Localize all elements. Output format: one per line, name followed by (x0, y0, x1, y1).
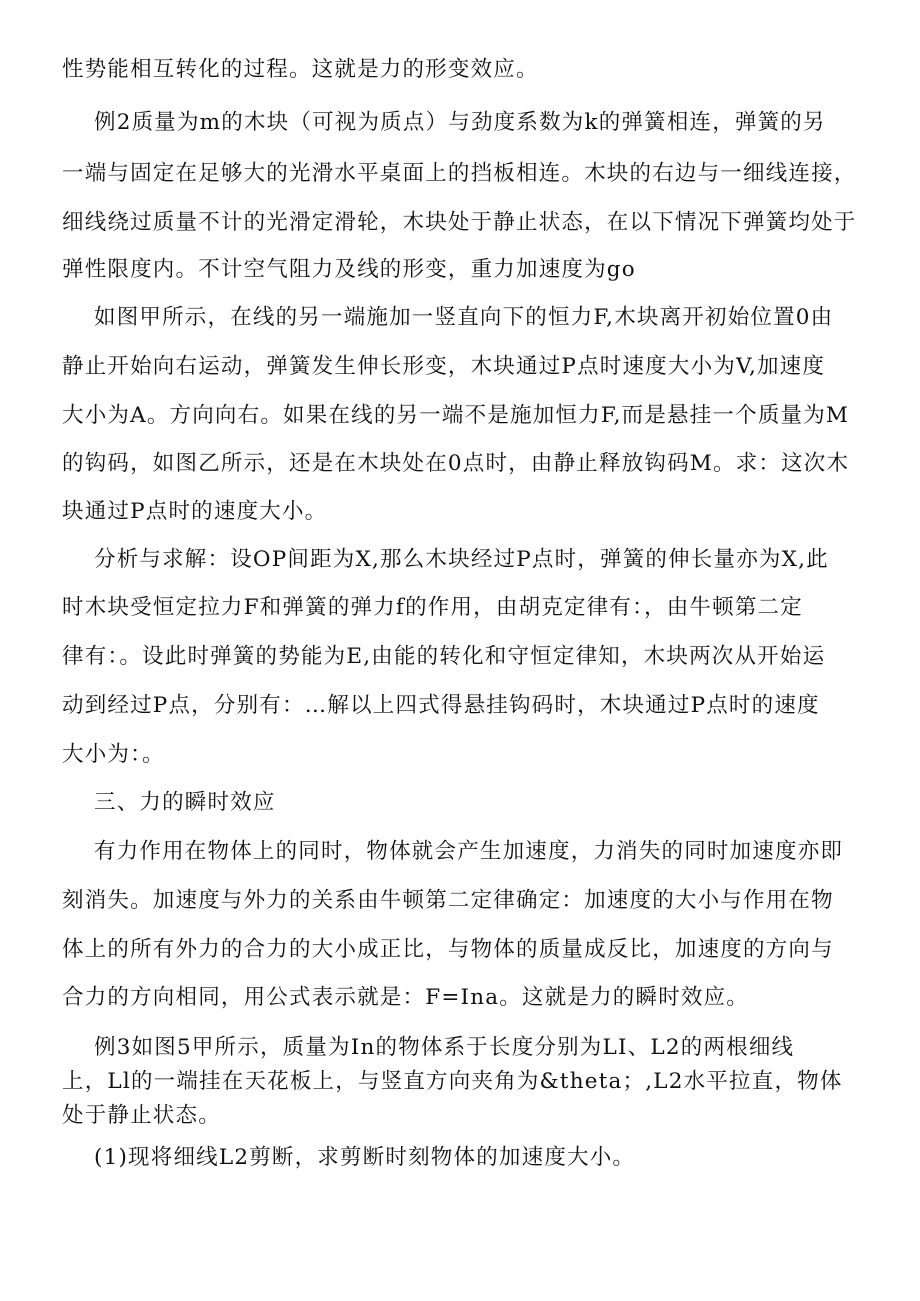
text-line: 细线绕过质量不计的光滑定滑轮，木块处于静止状态，在以下情况下弹簧均处于 (62, 210, 857, 235)
text-line: 大小为A。方向向右。如果在线的另一端不是施加恒力F,而是悬挂一个质量为M (62, 403, 850, 428)
text-line: 合力的方向相同，用公式表示就是：F=Ina。这就是力的瞬时效应。 (62, 985, 749, 1010)
text-line: 动到经过P点，分别有：…解以上四式得悬挂钩码时，木块通过P点时的速度 (62, 693, 820, 718)
text-line: 大小为：。 (62, 742, 165, 767)
text-line: 例3如图5甲所示，质量为In的物体系于长度分别为LI、L2的两根细线 (94, 1035, 795, 1060)
text-line: 分析与求解：设OP间距为X,那么木块经过P点时，弹簧的伸长量亦为X,此 (94, 547, 829, 572)
text-line: 律有：。设此时弹簧的势能为E,由能的转化和守恒定律知，木块两次从开始运 (62, 644, 826, 669)
text-line: 处于静止状态。 (62, 1103, 221, 1128)
text-line: (1)现将细线L2剪断，求剪断时刻物体的加速度大小。 (94, 1145, 636, 1170)
text-line: 静止开始向右运动，弹簧发生伸长形变，木块通过P点时速度大小为V,加速度 (62, 354, 826, 379)
text-line: 的钩码，如图乙所示，还是在木块处在0点时，由静止释放钩码M。求：这次木 (62, 451, 850, 476)
text-line: 上，Ll的一端挂在天花板上，与竖直方向夹角为&theta；,L2水平拉直，物体 (62, 1069, 843, 1094)
text-line: 块通过P点时的速度大小。 (62, 499, 328, 524)
text-line: 如图甲所示，在线的另一端施加一竖直向下的恒力F,木块离开初始位置0由 (94, 305, 834, 330)
text-line: 时木块受恒定拉力F和弹簧的弹力f的作用，由胡克定律有：，由牛顿第二定 (62, 595, 803, 620)
text-line: 弹性限度内。不计空气阻力及线的形变，重力加速度为go (62, 257, 636, 282)
text-line: 体上的所有外力的合力的大小成正比，与物体的质量成反比，加速度的方向与 (62, 937, 834, 962)
section-heading: 三、力的瞬时效应 (94, 790, 276, 815)
text-line: 有力作用在物体上的同时，物体就会产生加速度，力消失的同时加速度亦即 (94, 839, 844, 864)
text-line: 性势能相互转化的过程。这就是力的形变效应。 (62, 57, 539, 82)
text-line: 例2质量为m的木块（可视为质点）与劲度系数为k的弹簧相连，弹簧的另 (94, 110, 826, 135)
text-line: 一端与固定在足够大的光滑水平桌面上的挡板相连。木块的右边与一细线连接， (62, 161, 857, 186)
text-line: 刻消失。加速度与外力的关系由牛顿第二定律确定：加速度的大小与作用在物 (62, 888, 834, 913)
